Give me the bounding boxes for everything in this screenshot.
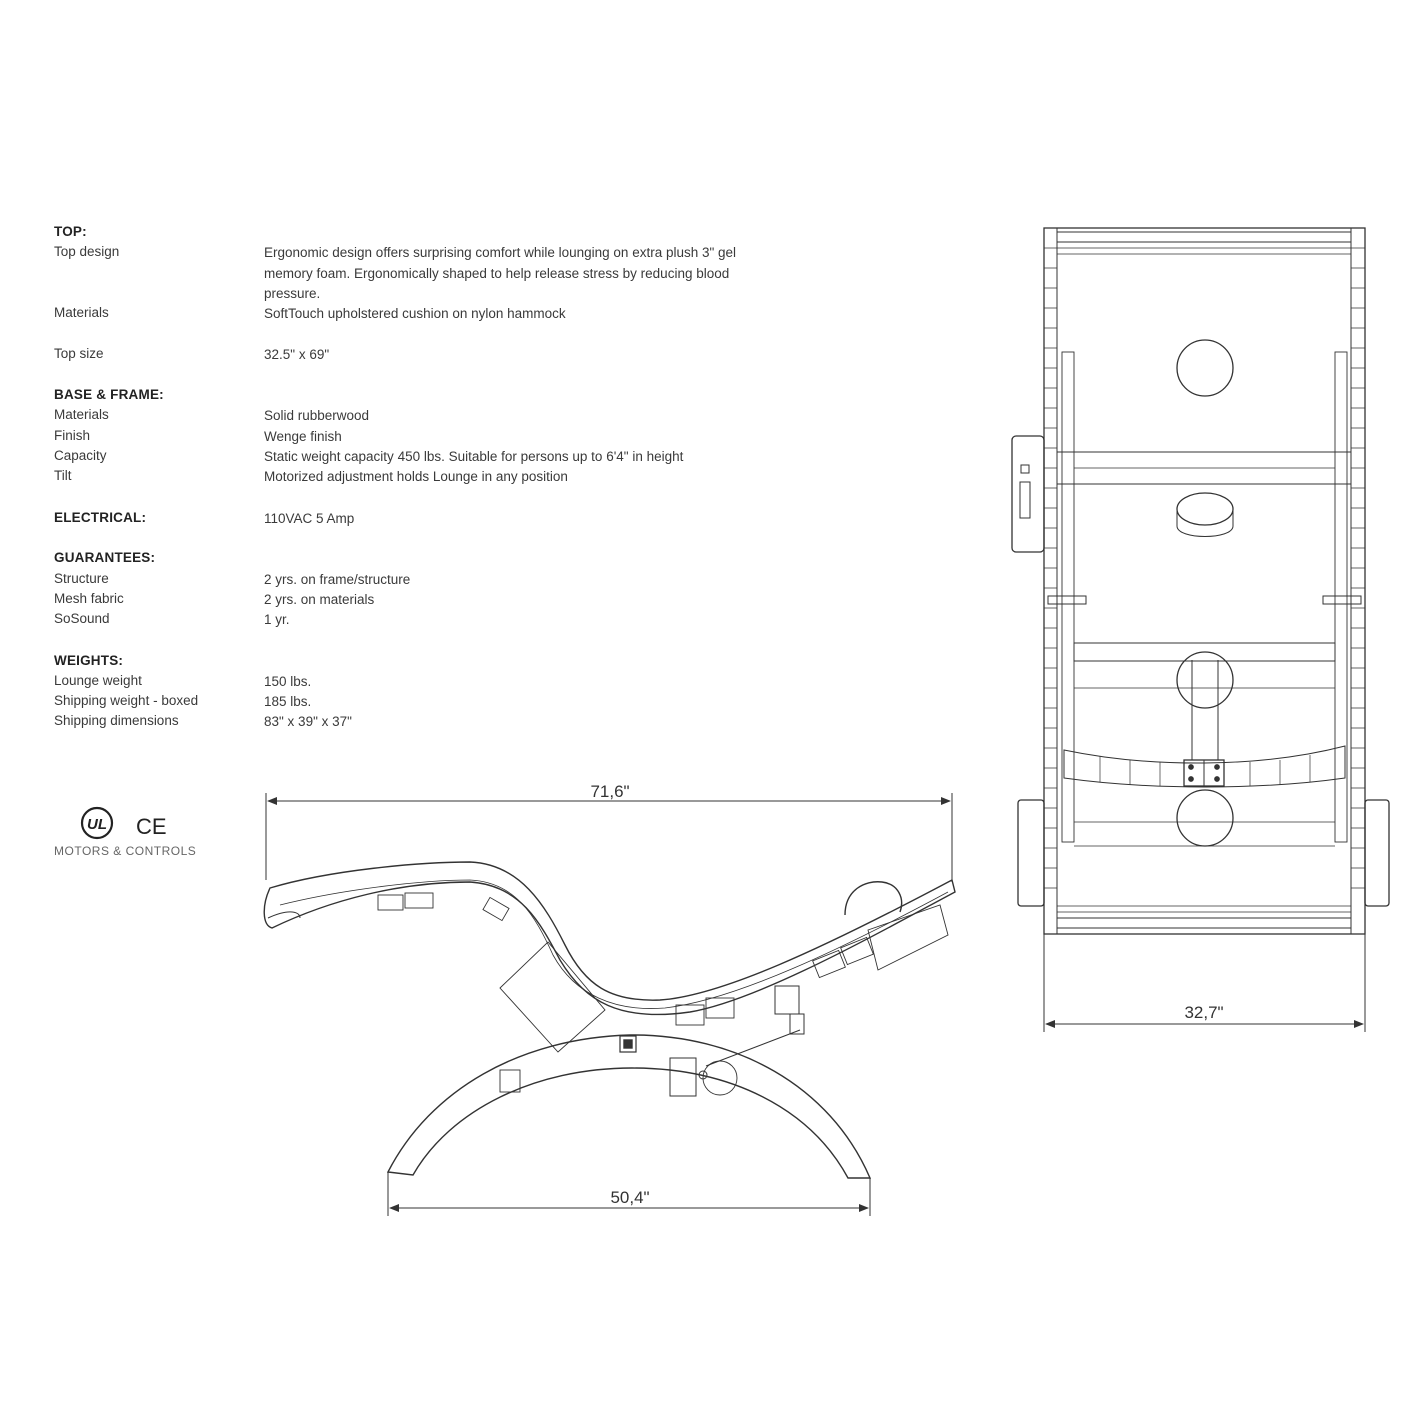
base-center-bolt bbox=[624, 1040, 632, 1048]
top-view-drawing bbox=[1012, 228, 1389, 1032]
side-view-drawing bbox=[264, 793, 955, 1216]
weights-heading: WEIGHTS: bbox=[54, 653, 124, 668]
top-view-frame bbox=[1044, 228, 1365, 934]
base-width-dimension-label: 50,4" bbox=[610, 1188, 650, 1207]
seat-block-2 bbox=[405, 893, 433, 908]
weight-shipping-value: 185 lbs. bbox=[264, 694, 312, 709]
guarantee-structure-label: Structure bbox=[54, 571, 109, 586]
electrical-heading: ELECTRICAL: bbox=[54, 510, 147, 525]
base-materials-value: Solid rubberwood bbox=[264, 408, 370, 423]
motor-bracket-left bbox=[500, 942, 605, 1052]
base-finish-value: Wenge finish bbox=[264, 429, 342, 444]
wheel-left bbox=[1018, 800, 1044, 906]
weight-lounge-label: Lounge weight bbox=[54, 673, 142, 688]
base-block-left bbox=[500, 1070, 520, 1092]
base-tilt-value: Motorized adjustment holds Lounge in any position bbox=[264, 469, 568, 484]
seat-block-3 bbox=[483, 897, 509, 920]
guarantee-sosound-value: 1 yr. bbox=[264, 612, 290, 627]
base-materials-label: Materials bbox=[54, 407, 109, 422]
seat-cushion-outline bbox=[264, 862, 955, 1015]
cutout-circle-2 bbox=[1177, 493, 1233, 525]
side-slats bbox=[1044, 248, 1365, 888]
length-dimension-label: 71,6" bbox=[590, 782, 630, 801]
guarantees-heading: GUARANTEES: bbox=[54, 550, 156, 565]
control-button bbox=[1021, 465, 1029, 473]
guarantee-mesh-value: 2 yrs. on materials bbox=[264, 592, 375, 607]
shipping-dimensions-label: Shipping dimensions bbox=[54, 713, 179, 728]
guarantee-structure-value: 2 yrs. on frame/structure bbox=[264, 572, 411, 587]
base-finish-label: Finish bbox=[54, 428, 91, 443]
actuator-housing bbox=[775, 986, 799, 1014]
bottom-rail bbox=[1057, 918, 1351, 928]
top-materials-value: SoftTouch upholstered cushion on nylon hammock bbox=[264, 306, 566, 321]
ul-mark-text: UL bbox=[87, 816, 107, 833]
top-size-label: Top size bbox=[54, 346, 104, 361]
electrical-value: 110VAC 5 Amp bbox=[264, 511, 355, 526]
seat-block-1 bbox=[378, 895, 403, 910]
cutout-circle-1 bbox=[1177, 340, 1233, 396]
top-design-value: Ergonomic design offers surprising comfort while lounging on extra plush 3" gel memory foam. Ergonomically shaped to help release stress by reducing blood pressure. bbox=[264, 245, 737, 301]
cutout-circle-4 bbox=[1177, 790, 1233, 846]
seat-block-7 bbox=[841, 937, 874, 964]
seat-block-4 bbox=[676, 1005, 704, 1025]
top-size-value: 32.5" x 69" bbox=[264, 347, 330, 362]
base-tilt-label: Tilt bbox=[54, 468, 72, 483]
guarantee-mesh-label: Mesh fabric bbox=[54, 591, 124, 606]
cutout-circle-3 bbox=[1177, 652, 1233, 708]
base-heading: BASE & FRAME: bbox=[54, 387, 164, 402]
certification-label: MOTORS & CONTROLS bbox=[54, 844, 197, 858]
shipping-dimensions-value: 83" x 39" x 37" bbox=[264, 714, 352, 729]
top-materials-label: Materials bbox=[54, 305, 109, 320]
top-design-label: Top design bbox=[54, 244, 120, 259]
weight-shipping-label: Shipping weight - boxed bbox=[54, 693, 199, 708]
motor-bracket-right bbox=[868, 905, 948, 970]
pivot-wheel bbox=[703, 1061, 737, 1095]
ce-mark-icon: CE bbox=[136, 814, 167, 839]
control-display bbox=[1020, 482, 1030, 518]
width-dimension-label: 32,7" bbox=[1184, 1003, 1224, 1022]
base-arch bbox=[388, 1035, 870, 1178]
base-pivot-bracket bbox=[670, 1058, 696, 1096]
base-capacity-label: Capacity bbox=[54, 448, 107, 463]
base-capacity-value: Static weight capacity 450 lbs. Suitable for persons up to 6'4" in height bbox=[264, 449, 684, 464]
guarantee-sosound-label: SoSound bbox=[54, 611, 110, 626]
hinge-right bbox=[1323, 596, 1361, 604]
top-heading: TOP: bbox=[54, 224, 87, 239]
control-panel bbox=[1012, 436, 1044, 552]
top-rail bbox=[1057, 232, 1351, 242]
wheel-right bbox=[1365, 800, 1389, 906]
hinge-left bbox=[1048, 596, 1086, 604]
weight-lounge-value: 150 lbs. bbox=[264, 674, 312, 689]
